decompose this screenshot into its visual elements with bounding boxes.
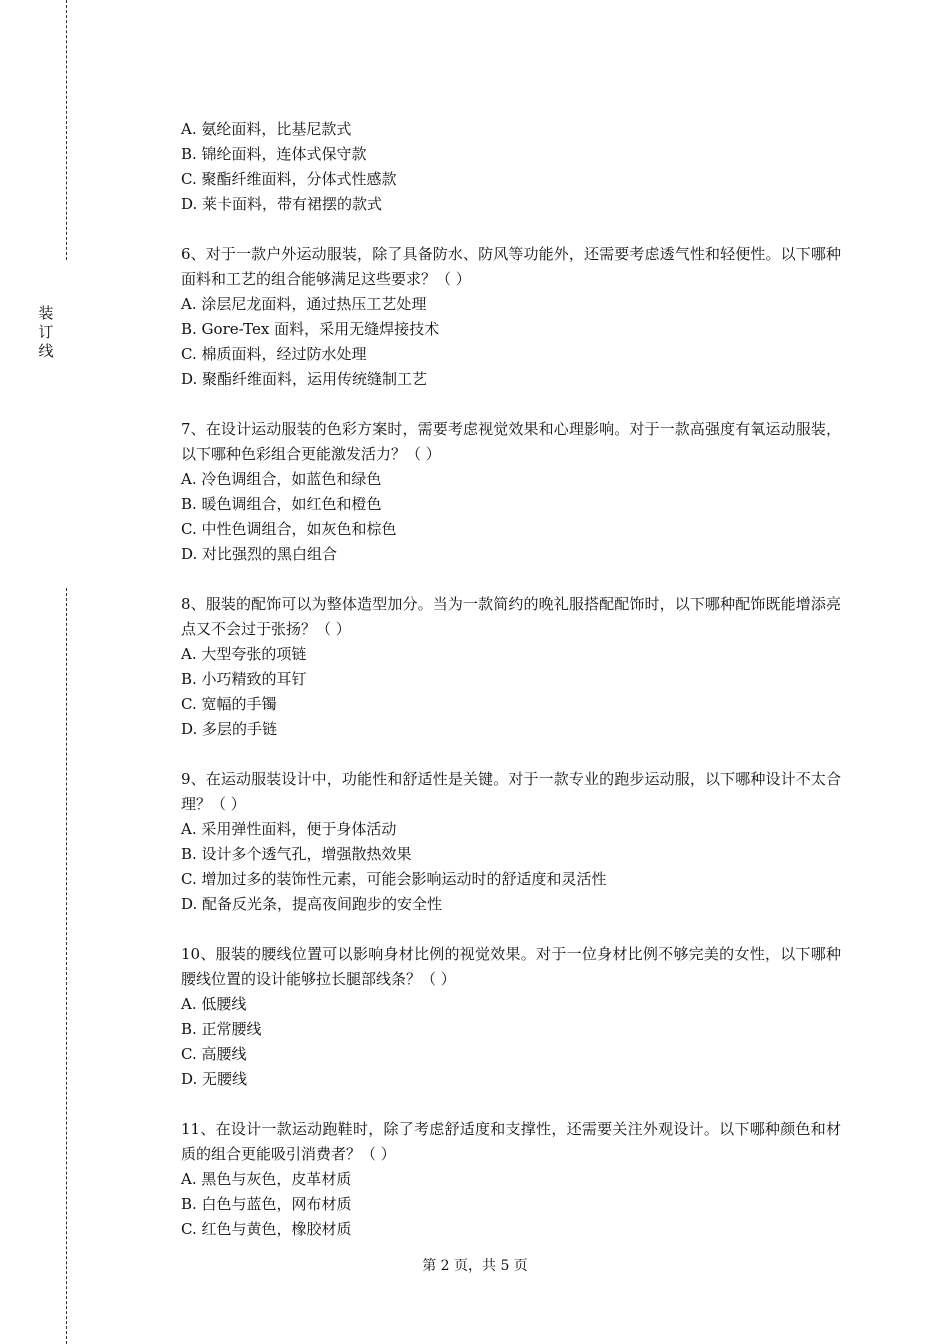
question-8	[181, 592, 841, 742]
question-options	[181, 817, 841, 917]
question-stem: 6、对于一款户外运动服装，除了具备防水、防风等功能外，还需要考虑透气性和轻便性。以下哪种面料和工艺的组合能够满足这些要求？（ ）	[181, 245, 841, 288]
option-c: C. 聚酯纤维面料，分体式性感款	[181, 170, 397, 188]
option-b: B. 白色与蓝色，网布材质	[181, 1195, 352, 1213]
option-d: D. 莱卡面料，带有裙摆的款式	[181, 195, 383, 213]
option-d: D. 配备反光条，提高夜间跑步的安全性	[181, 895, 443, 913]
option-b: B. 设计多个透气孔，增强散热效果	[181, 845, 412, 863]
option-a: A. 黑色与灰色，皮革材质	[181, 1170, 352, 1188]
question-11	[181, 1117, 841, 1242]
binding-char: 订	[38, 323, 54, 341]
question-9	[181, 767, 841, 917]
option-c: C. 高腰线	[181, 1045, 247, 1063]
option-a: A. 氨纶面料，比基尼款式	[181, 120, 352, 138]
question-stem: 8、服装的配饰可以为整体造型加分。当为一款简约的晚礼服搭配配饰时，以下哪种配饰既能增添亮点又不会过于张扬？（ ）	[181, 595, 841, 638]
question-stem: 11、在设计一款运动跑鞋时，除了考虑舒适度和支撑性，还需要关注外观设计。以下哪种颜色和材质的组合更能吸引消费者？（ ）	[181, 1120, 841, 1163]
question-stem: 7、在设计运动服装的色彩方案时，需要考虑视觉效果和心理影响。对于一款高强度有氧运动服装，以下哪种色彩组合更能激发活力？（ ）	[181, 420, 841, 463]
option-d: D. 多层的手链	[181, 720, 278, 738]
option-b: B. 小巧精致的耳钉	[181, 670, 307, 688]
option-c: C. 增加过多的装饰性元素，可能会影响运动时的舒适度和灵活性	[181, 870, 607, 888]
option-c: C. 宽幅的手镯	[181, 695, 277, 713]
option-d: D. 聚酯纤维面料，运用传统缝制工艺	[181, 370, 428, 388]
question-options	[181, 292, 841, 392]
question-10	[181, 942, 841, 1092]
option-c: C. 中性色调组合，如灰色和棕色	[181, 520, 397, 538]
binding-char: 线	[38, 342, 54, 360]
option-b: B. Gore-Tex 面料，采用无缝焊接技术	[181, 320, 440, 338]
option-a: A. 冷色调组合，如蓝色和绿色	[181, 470, 382, 488]
question-options	[181, 642, 841, 742]
option-c: C. 红色与黄色，橡胶材质	[181, 1220, 352, 1238]
question-options	[181, 1167, 841, 1242]
option-b: B. 正常腰线	[181, 1020, 262, 1038]
binding-char: 装	[38, 304, 54, 322]
binding-label	[36, 304, 56, 361]
continued-options	[181, 117, 841, 217]
option-c: C. 棉质面料，经过防水处理	[181, 345, 367, 363]
option-a: A. 采用弹性面料，便于身体活动	[181, 820, 397, 838]
binding-dashed-line-top	[66, 0, 67, 260]
option-d: D. 无腰线	[181, 1070, 248, 1088]
question-stem: 9、在运动服装设计中，功能性和舒适性是关键。对于一款专业的跑步运动服，以下哪种设计不太合理？（ ）	[181, 770, 841, 813]
page-number: 第 2 页，共 5 页	[422, 1258, 528, 1274]
binding-dashed-line-bottom	[66, 588, 67, 1344]
option-b: B. 暖色调组合，如红色和橙色	[181, 495, 382, 513]
option-d: D. 对比强烈的黑白组合	[181, 545, 338, 563]
option-b: B. 锦纶面料，连体式保守款	[181, 145, 367, 163]
option-a: A. 涂层尼龙面料，通过热压工艺处理	[181, 295, 427, 313]
question-6	[181, 242, 841, 392]
question-7	[181, 417, 841, 567]
exam-content	[181, 117, 841, 1242]
question-options	[181, 992, 841, 1092]
option-a: A. 低腰线	[181, 995, 247, 1013]
question-stem: 10、服装的腰线位置可以影响身材比例的视觉效果。对于一位身材比例不够完美的女性，以下哪种腰线位置的设计能够拉长腿部线条？（ ）	[181, 945, 841, 988]
option-a: A. 大型夸张的项链	[181, 645, 307, 663]
question-options	[181, 467, 841, 567]
